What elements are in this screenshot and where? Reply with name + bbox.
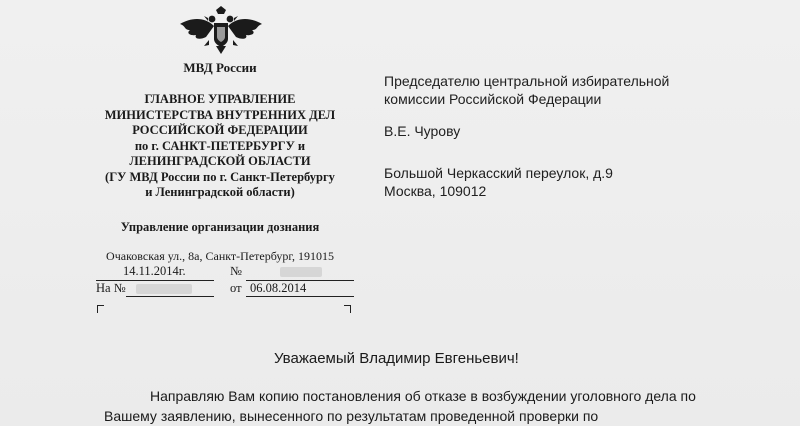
recipient-title	[384, 72, 669, 108]
letter-date: 14.11.2014г.	[123, 264, 186, 278]
from-label: от	[230, 281, 242, 295]
recipient-name: В.Е. Чурову	[384, 123, 461, 139]
reply-date-underline	[246, 296, 354, 297]
org-short-name: МВД России	[183, 60, 257, 75]
double-headed-eagle-icon	[176, 6, 266, 56]
org-address: Очаковская ул., 8а, Санкт-Петербург, 191015	[106, 249, 334, 263]
in-reply-underline	[126, 296, 214, 297]
recipient-address-line: Москва, 109012	[384, 183, 487, 199]
reply-date: 06.08.2014	[250, 281, 307, 295]
recipient-address	[384, 164, 613, 200]
redacted-number	[280, 267, 322, 277]
redacted-reply-number	[136, 284, 192, 294]
body-paragraph: Направляю Вам копию постановления об отказе в возбуждении уголовного дела по Вашему заявлению, вынесенного по результатам проведенной проверки по	[104, 388, 696, 424]
recipient-title-line: комиссии Российской Федерации	[384, 91, 602, 107]
salutation: Уважаемый Владимир Евгеньевич!	[274, 350, 519, 367]
org-full-line: ЛЕНИНГРАДСКОЙ ОБЛАСТИ	[129, 154, 311, 168]
org-full-line: по г. САНКТ-ПЕТЕРБУРГУ и	[134, 138, 306, 153]
org-full-line: и Ленинградской области)	[145, 185, 295, 199]
org-full-line: ГЛАВНОЕ УПРАВЛЕНИЕ	[144, 92, 296, 106]
department-name: Управление организации дознания	[120, 220, 320, 234]
in-reply-label: На №	[96, 281, 126, 295]
corner-mark-right	[344, 305, 351, 313]
org-full-line: МИНИСТЕРСТВА ВНУТРЕННИХ ДЕЛ	[104, 107, 336, 122]
org-full-name	[60, 92, 380, 201]
org-full-line: РОССИЙСКОЙ ФЕДЕРАЦИИ	[132, 123, 308, 137]
org-full-line: (ГУ МВД России по г. Санкт-Петербургу	[105, 169, 335, 184]
corner-mark-left	[97, 305, 104, 313]
recipient-title-line: Председателю центральной избирательной	[384, 73, 670, 89]
number-sign: №	[230, 264, 242, 278]
recipient-address-line: Большой Черкасский переулок, д.9	[384, 165, 613, 181]
